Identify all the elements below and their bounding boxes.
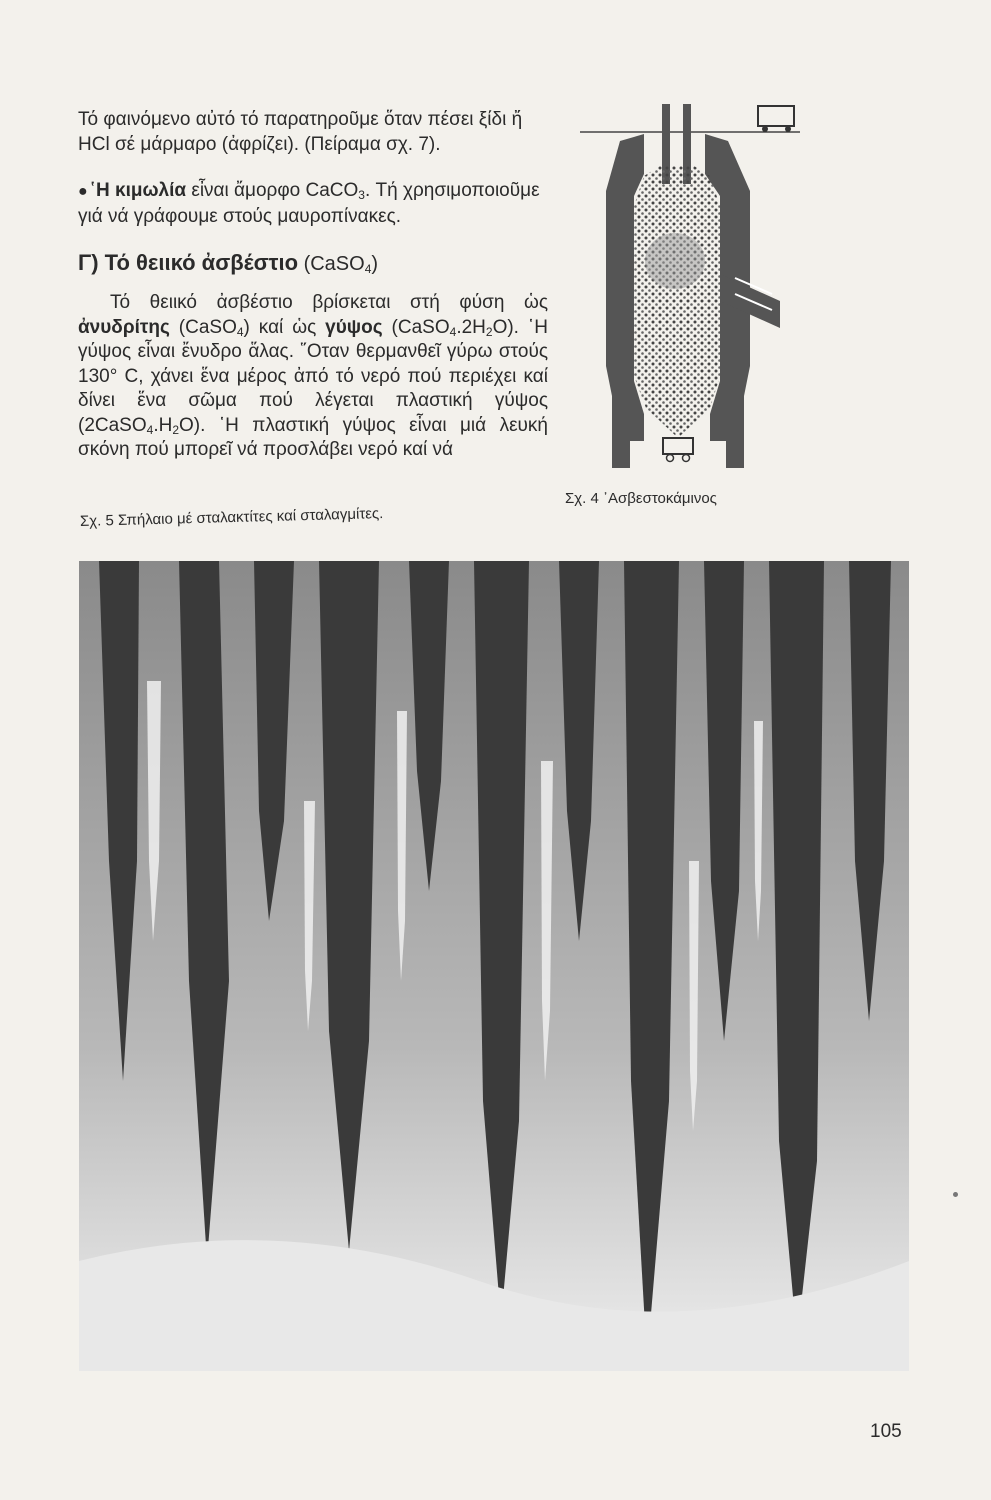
subscript: 4: [146, 422, 154, 437]
text-run: Τό θειικό ἀσβέστιο βρίσκεται στή φύση ὡς: [110, 292, 548, 313]
subscript: 3: [358, 188, 365, 202]
text-run: .H: [153, 414, 173, 436]
text-run: ): [371, 253, 379, 275]
paragraph-2: [78, 179, 548, 229]
text-run: (CaSO: [169, 316, 237, 338]
heading-label: Γ) Τό θειικό ἀσβέστιο: [78, 250, 299, 275]
text-run: (CaSO: [382, 316, 450, 338]
stray-mark: [953, 1192, 958, 1197]
lime-kiln-diagram: [560, 96, 810, 476]
text-run: .2H: [456, 316, 486, 338]
subscript: 2: [172, 422, 180, 437]
kiln-charge: [634, 166, 720, 436]
subscript: 4: [236, 324, 244, 339]
text-run: εἶναι ἄμορφο CaCO: [186, 180, 359, 201]
mine-cart-top: [758, 106, 794, 126]
page-number: 105: [870, 1421, 902, 1442]
subscript: 4: [449, 324, 457, 339]
text-run: O). ῾Η γύψος εἶναι ἔνυδρο ἅλας. ῞Οταν θερμανθεῖ γύρω στούς 130° C, χάνει ἕνα μέρος ἀπό τό νερό πού περιέχει καί δίνει ἕνα σῶμα πού λέγεται πλαστική γύψος (2CaSO: [78, 316, 548, 436]
section-heading: [78, 251, 378, 277]
text-run: O). ῾Η πλαστική γύψος εἶναι μιά λευκή σκόνη πού μπορεῖ νά προσλάβει νερό καί νά: [78, 414, 548, 460]
subscript: 4: [364, 262, 372, 276]
subscript: 2: [485, 324, 493, 339]
cave-stalactites-photo: [79, 561, 909, 1371]
flame-zone: [645, 233, 705, 289]
bullet-icon: ●: [78, 183, 88, 200]
figure-4-caption: Σχ. 4 ᾿Ασβεστοκάμινος: [565, 490, 717, 507]
text-run: (CaSO: [298, 253, 365, 275]
mine-cart-bottom: [663, 438, 693, 454]
paragraph-1: Τό φαινόμενο αὐτό τό παρατηροῦμε ὅταν πέσει ξίδι ἤ HCl σέ μάρμαρο (ἀφρίζει). (Πείραμα σχ. 7).: [78, 109, 523, 155]
term-anhydrite: ἀνυδρίτης: [78, 316, 170, 338]
heading-formula: [298, 253, 378, 275]
text-run: . Τή χρησιμοποιοῦμε γιά νά γράφουμε στούς μαυροπίνακες.: [78, 180, 540, 227]
term-gypsum: γύψος: [325, 316, 383, 338]
paragraph-3: [78, 291, 548, 463]
figure-5-caption: Σχ. 5 Σπήλαιο μέ σταλακτίτες καί σταλαγμίτες.: [79, 505, 384, 530]
term-chalk: ῾Η κιμωλία: [89, 180, 187, 201]
text-run: ) καί ὡς: [243, 316, 326, 338]
